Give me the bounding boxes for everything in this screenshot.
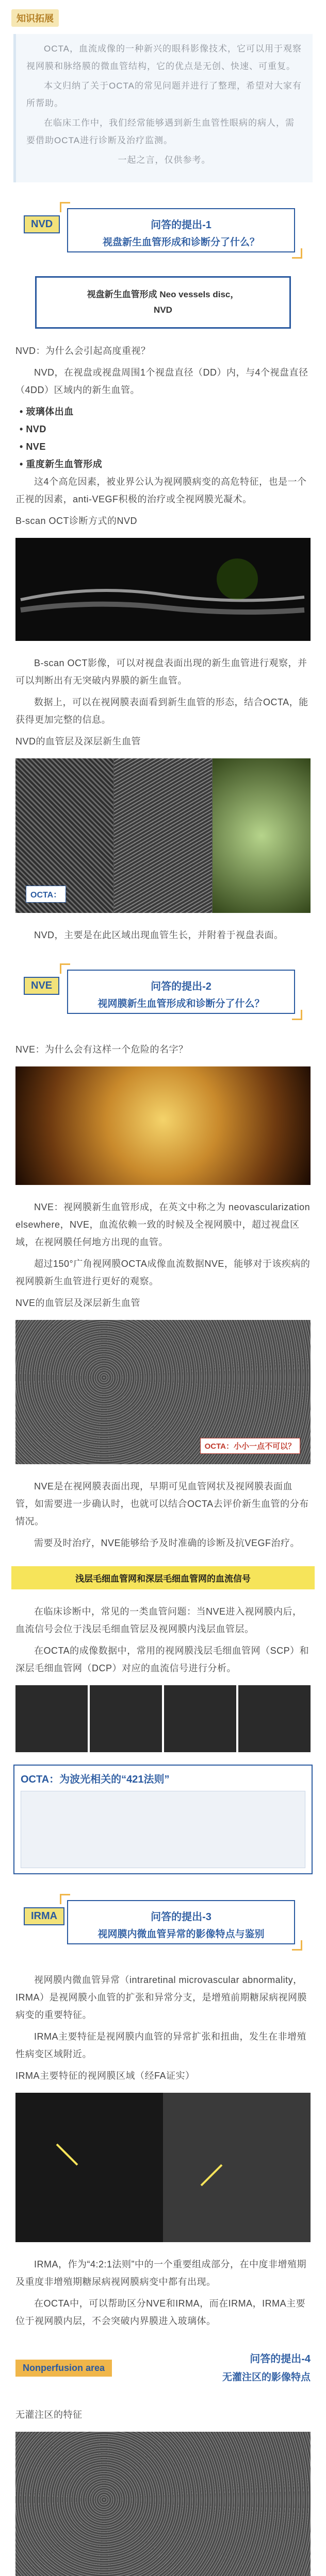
question-header-4	[0, 2345, 326, 2393]
section-nve	[15, 1041, 311, 1058]
list-item: • 玻璃体出血	[20, 403, 311, 420]
section-nvd	[15, 342, 311, 530]
question-number: 问答的提出-2	[151, 981, 211, 992]
corner-decoration	[292, 248, 302, 259]
definition-box	[35, 276, 291, 329]
highlight-band: 浅层毛细血管网和深层毛细血管网的血流信号	[11, 1566, 315, 1589]
paragraph: IRMA主要特征是视网膜内血管的异常扩张和扭曲，发生在非增殖性病变区域附近。	[15, 2031, 306, 2059]
bscan-image	[15, 538, 311, 641]
question-header-2	[0, 959, 326, 1027]
octa-rule-title: OCTA：为波光相关的“421法则”	[21, 1774, 170, 1785]
question-box	[222, 2350, 311, 2383]
question-header-3	[0, 1890, 326, 1958]
section-nve-body	[15, 1198, 311, 1312]
paragraph: 在临床诊断中，常见的一类血管问题：当NVE进入视网膜内后，血流信号会位于浅层毛细血管层及视网膜内浅层血管层。	[15, 1606, 302, 1634]
bscan-illustration	[15, 538, 311, 641]
paragraph: NVD，主要是在此区域出现血管生长，并附着于视盘表面。	[34, 930, 284, 940]
irma-arrows	[15, 2093, 311, 2242]
intro-p1: OCTA，血流成像的一种新兴的眼科影像技术，它可以用于观察视网膜和脉络膜的微血管结构，它的优点是无创、快速、可重复。	[26, 44, 302, 71]
keyword-badge: NVE	[24, 977, 59, 995]
question-number: 问答的提出-1	[151, 219, 211, 231]
paragraph: 在OCTA的成像数据中，常用的视网膜浅层毛细血管网（SCP）和深层毛细血管网（DCP）对应的血流信号进行分析。	[15, 1646, 309, 1673]
paragraph: 数据上，可以在视网膜表面看到新生血管的形态，结合OCTA，能获得更加完整的信息。	[15, 697, 308, 725]
image-title: NVD的血管层及深层新生血管	[15, 736, 141, 747]
intro-box	[13, 34, 313, 182]
definition-line: 视盘新生血管形成 Neo vessels disc，	[87, 290, 239, 299]
paragraph: NVE是在视网膜表面出现，早期可见血管网状及视网膜表面血管，如需要进一步确认时，也就可以结合OCTA去评价新生血管的分布情况。	[15, 1481, 309, 1527]
nvd-octa-grid	[15, 758, 311, 913]
keyword-badge: NVD	[24, 215, 60, 233]
paragraph: 在OCTA中，可以帮助区分NVE和IRMA，而在IRMA，IRMA主要位于视网膜内层，不会突破内界膜进入玻璃体。	[15, 2298, 306, 2326]
section-irma	[15, 1971, 311, 2084]
image-title: B-scan OCT诊断方式的NVD	[15, 516, 138, 526]
question-title: 无灌注区的影像特点	[222, 2372, 311, 2383]
question-title: 视盘新生血管形成和诊断分了什么？	[102, 237, 259, 248]
list-item: • 重度新生血管形成	[20, 455, 311, 473]
layer-images	[15, 1685, 311, 1752]
list-item: • NVD	[20, 420, 311, 438]
paragraph: IRMA，作为“4:2:1法则”中的一个重要组成部分，在中度非增殖期及重度非增殖期糖尿病视网膜病变中都有出现。	[15, 2259, 307, 2287]
nve-octa-grid	[15, 1320, 311, 1464]
definition-line: NVD	[154, 305, 172, 315]
octa-tile	[213, 758, 311, 913]
paragraph: 视网膜内微血管异常（intraretinal microvascular abnormality，IRMA）是视网膜小血管的扩张和异常分支，是增殖前期糖尿病视网膜病变的重要特征。	[15, 1975, 307, 2020]
list-item: • NVE	[20, 438, 311, 455]
risk-list	[20, 403, 311, 473]
image-title: IRMA主要特征的视网膜区域（经FA证实）	[15, 2071, 195, 2081]
retina-photo	[15, 1066, 311, 1185]
section-irma2	[15, 2256, 311, 2330]
section-nve2	[15, 1478, 311, 1552]
question-title: 视网膜内微血管异常的影像特点与鉴别	[97, 1929, 265, 1940]
question-box	[67, 970, 295, 1014]
corner-decoration	[292, 1010, 302, 1020]
section-question: NVD：为什么会引起高度重视？	[15, 346, 151, 356]
question-box	[67, 208, 295, 252]
section-nvd3	[15, 926, 311, 944]
irma-images	[15, 2093, 311, 2242]
paragraph: B-scan OCT影像，可以对视盘表面出现的新生血管进行观察，并可以判断出有无突破内界膜的新生血管。	[15, 658, 307, 686]
question-number: 问答的提出-4	[250, 2353, 311, 2365]
section-question: 无灌注区的特征	[15, 2410, 83, 2420]
intro-p2: 本文归纳了关于OCTA的常见问题并进行了整理，希望对大家有所帮助。	[26, 81, 302, 108]
paragraph: 这4个高危因素，被业界公认为视网膜病变的高危特征，也是一个正视的因素，anti-VEGF积极的治疗或全视网膜光凝术。	[15, 477, 307, 504]
paragraph: 需要及时治疗，NVE能够给予及时准确的诊断及抗VEGF治疗。	[34, 1538, 300, 1548]
question-number: 问答的提出-3	[151, 1911, 211, 1923]
intro-closing: 一起之言，仅供参考。	[118, 155, 211, 165]
paragraph: NVE：视网膜新生血管形成，在英文中称之为 neovascularization elsewhere，NVE，血流依赖一致的时候及全视网膜中，超过视盘区域，在视网膜任何地方出现的血管。	[15, 1202, 311, 1247]
octa-rule-diagram	[21, 1791, 305, 1868]
paragraph: 超过150°广角视网膜OCTA成像血流数据NVE，能够对于该疾病的视网膜新生血管进行更好的观察。	[15, 1259, 311, 1286]
image-title: NVE的血管层及深层新生血管	[15, 1298, 141, 1308]
tag-top: 知识拓展	[11, 9, 59, 27]
paragraph: NVD，在视盘或视盘周围1个视盘直径（DD）内，与4个视盘直径（4DD）区域内的新生血管。	[15, 367, 308, 395]
intro-p3: 在临床工作中，我们经常能够遇到新生血管性眼病的病人，需要借助OCTA进行诊断及治疗监测。	[26, 118, 295, 145]
section-npa	[15, 2406, 311, 2424]
keyword-badge: Nonperfusion area	[15, 2360, 112, 2377]
keyword-badge: IRMA	[24, 1907, 64, 1925]
image-label: OCTA：	[26, 886, 66, 903]
octa-tile	[114, 758, 212, 913]
section-band	[15, 1603, 311, 1677]
npa-image	[15, 2432, 311, 2576]
question-box	[67, 1900, 295, 1944]
section-question: NVE：为什么会有这样一个危险的名字？	[15, 1044, 188, 1055]
question-title: 视网膜新生血管形成和诊断分了什么？	[97, 998, 265, 1009]
image-badge: OCTA：小小一点不可以？	[200, 1438, 300, 1454]
question-header-1	[0, 198, 326, 266]
section-nvd2	[15, 654, 311, 750]
corner-decoration	[292, 1940, 302, 1951]
octa-rule-band	[13, 1765, 313, 1874]
